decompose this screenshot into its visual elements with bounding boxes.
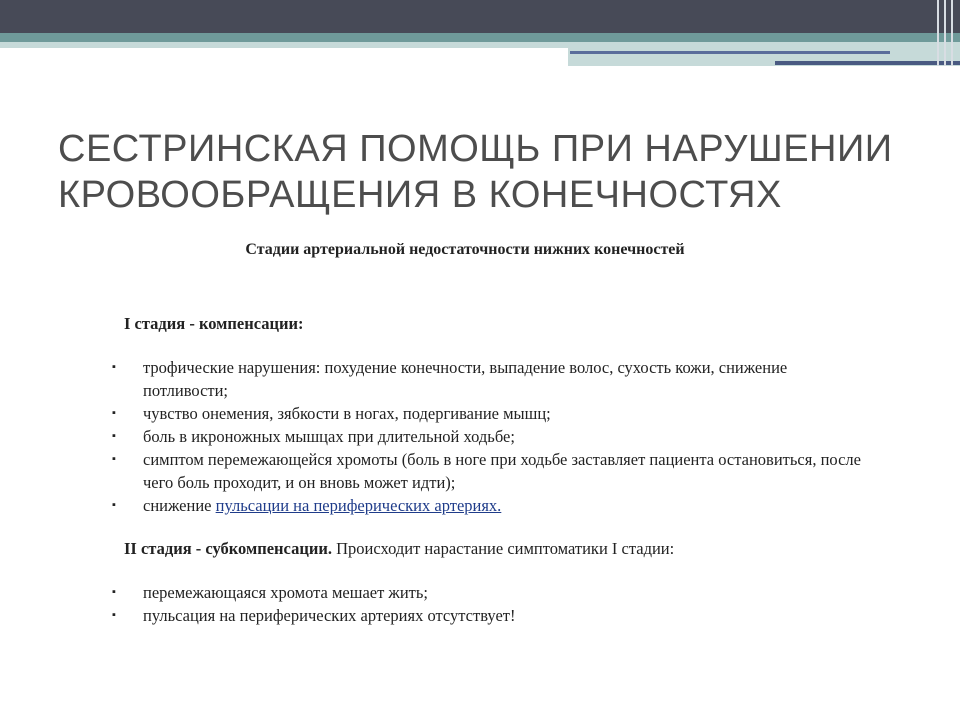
header-dark-band	[0, 0, 960, 33]
header-light-band	[0, 42, 570, 48]
list-item: ▪ боль в икроножных мышцах при длительной ходьбе;	[112, 425, 872, 448]
list-item: ▪ перемежающаяся хромота мешает жить;	[112, 581, 872, 604]
header-accent-line-2	[775, 61, 960, 65]
header-teal-band	[0, 33, 960, 42]
list-item: ▪ трофические нарушения: похудение конечности, выпадение волос, сухость кожи, снижение потливости;	[112, 356, 872, 402]
stage2-heading: II стадия - субкомпенсации. Происходит нарастание симптоматики I стадии:	[124, 539, 675, 558]
list-item: ▪ симптом перемежающейся хромоты (боль в ноге при ходьбе заставляет пациента остановиться, после чего боль проходит, и он вновь может идти);	[112, 448, 872, 494]
stage1-heading: I стадия - компенсации:	[124, 314, 304, 333]
slide-subtitle: Стадии артериальной недостаточности нижних конечностей	[245, 241, 685, 258]
list-item: ▪ пульсация на периферических артериях отсутствует!	[112, 604, 872, 627]
stage1-list	[112, 356, 872, 517]
slide-title: СЕСТРИНСКАЯ ПОМОЩЬ ПРИ НАРУШЕНИИ КРОВООБРАЩЕНИЯ В КОНЕЧНОСТЯХ	[58, 128, 893, 216]
slide-body	[112, 312, 872, 627]
list-item: ▪ чувство онемения, зябкости в ногах, подергивание мышц;	[112, 402, 872, 425]
stage2-list	[112, 581, 872, 627]
header-accent-line	[570, 51, 890, 54]
header-vertical-lines	[935, 0, 960, 66]
pulse-link[interactable]: пульсации на периферических артериях.	[215, 496, 502, 515]
list-item: ▪ снижение пульсации на периферических артериях.	[112, 494, 872, 517]
